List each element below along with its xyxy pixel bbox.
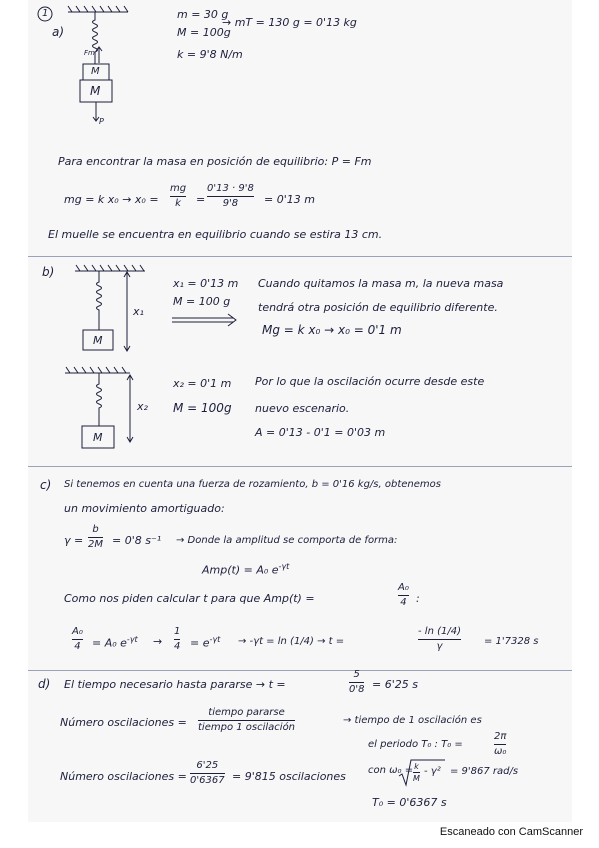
x2-label: x₂ (137, 400, 148, 413)
conclusion-a: El muelle se encuentra en equilibrio cuando se estira 13 cm. (48, 228, 383, 241)
part-b-label: b) (42, 265, 55, 279)
frac-den: tiempo 1 oscilación (198, 721, 296, 733)
fraction-osc2 (190, 760, 225, 786)
fraction-b-2M (88, 524, 103, 550)
frac-num: b (92, 524, 99, 535)
w0-result: = 9'867 rad/s (450, 766, 519, 777)
frac-num: 5 (353, 669, 360, 680)
x2-value: x₂ = 0'1 m (173, 377, 232, 390)
formula-left: mg = k x₀ → x₀ = (64, 193, 159, 206)
frac-den: 0'8 (349, 683, 365, 695)
mass-M-b2: M = 100g (173, 401, 232, 415)
osc-right: → tiempo de 1 oscilación es (343, 715, 482, 726)
frac-den: M (413, 774, 420, 784)
frac-den: 2M (88, 538, 103, 550)
frac-num: 2π (494, 731, 507, 742)
frac-num: tiempo pararse (208, 707, 285, 718)
T0-value: T₀ = 0'6367 s (372, 796, 447, 809)
problem-number: 1 (42, 8, 49, 19)
block-b1-label: M (93, 334, 103, 347)
fraction-period (494, 731, 506, 757)
arrow-1: → (153, 635, 163, 648)
frac-num: - ln (1/4) (418, 626, 461, 637)
eqC: → -γt = ln (1/4) → t = (238, 636, 345, 647)
fraction-values (207, 183, 254, 209)
divider-cd (28, 670, 572, 671)
fraction-k-M (413, 762, 420, 783)
fm-label: Fm (84, 49, 95, 57)
x1-label: x₁ (133, 305, 144, 318)
calc-text: Como nos piden calcular t para que Amp(t) = (64, 592, 315, 605)
eqA-base: = A₀ e (92, 636, 127, 650)
ceiling-hatch-b1 (76, 265, 144, 271)
calc-colon: : (416, 592, 420, 605)
amp-formula (202, 563, 289, 576)
frac-den: γ (436, 640, 443, 652)
text-b2: tendrá otra posición de equilibrio diferente. (258, 301, 498, 314)
time-result: = 6'25 s (372, 678, 418, 691)
ceiling-hatch-a (68, 6, 128, 12)
part-c-label: c) (40, 478, 52, 492)
eqB-mid (190, 636, 220, 649)
text-b3: Mg = k x₀ → x₀ = 0'1 m (262, 323, 402, 337)
block-b2-label: M (93, 431, 103, 444)
fraction-osc (198, 707, 295, 733)
camscanner-footer: Escaneado con CamScanner (439, 826, 583, 838)
frac-den: ω₀ (494, 745, 507, 757)
spring-b2 (97, 373, 102, 426)
w0-inner-rest: - γ² (424, 766, 441, 777)
fraction-time (349, 669, 364, 695)
mass-m: m = 30 g (177, 8, 229, 21)
frac-den: 4 (400, 596, 407, 608)
mass-M: M = 100g (177, 26, 231, 39)
osc2-result: = 9'815 oscilaciones (232, 770, 346, 783)
amp-base: Amp(t) = A₀ e (202, 563, 279, 577)
eqB-exponent: -γt (209, 635, 221, 644)
frac-num: k (414, 762, 419, 771)
eqA-mid (92, 636, 138, 649)
amp-note: → Donde la amplitud se comporta de forma: (176, 535, 398, 546)
text-b6: A = 0'13 - 0'1 = 0'03 m (255, 426, 386, 439)
mass-M-b1: M = 100 g (173, 295, 231, 308)
frac-num: 6'25 (196, 760, 219, 771)
amp-exponent: -γt (278, 562, 290, 571)
part-a-label: a) (52, 25, 65, 39)
w0-left: con ω₀ = (368, 765, 414, 776)
spring-b1 (97, 271, 102, 330)
osc-left: Número oscilaciones = (60, 716, 187, 729)
fraction-A0-4 (398, 582, 409, 608)
text-b1: Cuando quitamos la masa m, la nueva masa (258, 277, 504, 290)
formula-result: = 0'13 m (264, 193, 315, 206)
text-c1: Si tenemos en cuenta una fuerza de rozamiento, b = 0'16 kg/s, obtenemos (64, 479, 441, 490)
total-mass: → mT = 130 g = 0'13 kg (222, 16, 357, 29)
eqC-result: = 1'7328 s (484, 636, 539, 647)
frac-den: 9'8 (222, 197, 239, 209)
fraction-eqB (174, 626, 180, 652)
equals-sign: = (196, 193, 206, 206)
block-small-label: M (91, 66, 100, 77)
osc2-left: Número oscilaciones = (60, 770, 187, 783)
block-big-label: M (90, 84, 101, 98)
x1-value: x₁ = 0'13 m (173, 277, 239, 290)
divider-ab (28, 256, 572, 257)
frac-num: A₀ (398, 582, 409, 593)
frac-den: 4 (174, 640, 181, 652)
ceiling-hatch-b2 (66, 367, 126, 373)
eqA-exponent: -γt (126, 635, 138, 644)
text-c2: un movimiento amortiguado: (64, 502, 225, 515)
gamma-right: = 0'8 s⁻¹ (112, 534, 162, 547)
frac-den: k (175, 197, 181, 209)
eqB-base: = e (190, 636, 210, 650)
divider-bc (28, 466, 572, 467)
equilibrium-text: Para encontrar la masa en posición de equilibrio: P = Fm (58, 155, 372, 168)
text-b5: nuevo escenario. (255, 402, 350, 415)
gamma-left: γ = (64, 534, 84, 547)
fraction-eqC (418, 626, 461, 652)
spring-constant: k = 9'8 N/m (177, 48, 243, 61)
text-b4: Por lo que la oscilación ocurre desde este (255, 375, 485, 388)
frac-den: 0'6367 (190, 774, 225, 786)
fraction-mg-k (170, 183, 186, 209)
frac-num: A₀ (72, 626, 83, 637)
time-text: El tiempo necesario hasta pararse → t = (64, 678, 286, 691)
part-d-label: d) (38, 677, 51, 691)
fraction-eqA (72, 626, 83, 652)
frac-num: 1 (174, 626, 181, 637)
frac-num: mg (170, 183, 187, 194)
frac-num: 0'13 · 9'8 (207, 183, 254, 194)
p-label: P (99, 117, 104, 126)
frac-den: 4 (74, 640, 81, 652)
period-text: el periodo T₀ : T₀ = (368, 739, 463, 750)
